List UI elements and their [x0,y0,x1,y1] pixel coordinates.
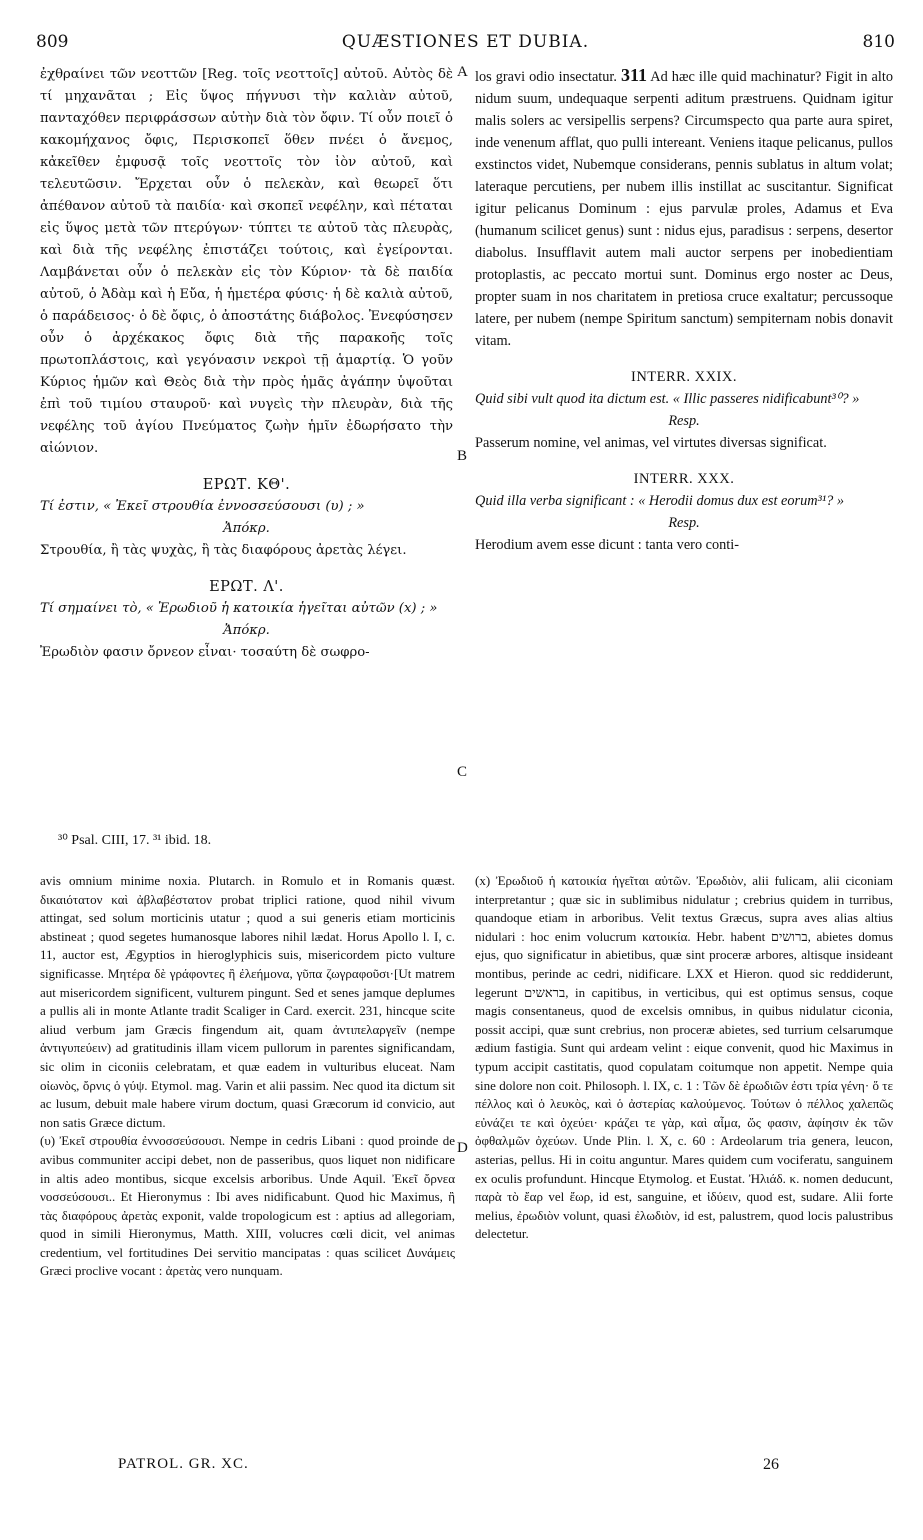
greek-question-heading-30: ΕΡΩΤ. Λ'. [209,579,284,595]
greek-answer-label-30: Ἀπόκρ. [223,623,270,638]
footer-series: PATROL. GR. XC. [118,1456,249,1472]
scripture-references: ³⁰ Psal. CIII, 17. ³¹ ibid. 18. [58,833,212,848]
running-title: QUÆSTIONES ET DUBIA. [341,32,590,52]
greek-question-heading-29: ΕΡΩΤ. ΚΘ'. [202,477,291,493]
greek-answer-30: Ἐρωδιὸν φασιν ὄρνεον εἶναι· τοσαύτη δὲ σωφρο- [40,645,370,660]
margin-marker-c: C [457,764,468,780]
greek-answer-29: Στρουθία, ἢ τὰς ψυχὰς, ἢ τὰς διαφόρους ἀρετὰς λέγει. [40,543,407,558]
latin-answer-30: Herodium avem esse dicunt : tanta vero conti- [475,537,740,553]
footer-signature: 26 [763,1456,779,1473]
greek-paragraph: ἐχθραίνει τῶν νεοττῶν [Reg. τοῖς νεοττοῖς] αὐτοῦ. Αὐτὸς δὲ τί μηχανᾶται ; Εἰς ὕψος πήγνυσι τὴν καλιὰν αὐτοῦ, πανταχόθεν περιφράσσων αὐτὴν διὰ τὸν ὄφιν. Τί οὖν ποιεῖ ὁ κακομήχανος ὄφις, Περισκοπεῖ ὅθεν πνέει ὁ ἄνεμος, κἀκεῖθεν ἐμφυσᾷ τοῖς νεοττοῖς τὸν ἰὸν αὐτοῦ, καὶ τελευτῶσιν. Ἔρχεται οὖν ὁ πελεκὰν, καὶ θεωρεῖ ὅτι ἀπέθανον αὐτοῦ τὰ παιδία· καὶ σκοπεῖ νεφέλην, καὶ πέταται εἰς ὕψος μετὰ τῶν πτερύγων· τύπτει τε αὐτοῦ τὰς πλευρὰς, καὶ διὰ τῆς νεφέλης ἐπιστάζει τούτοις, καὶ ἐγείρονται. Λαμβάνεται οὖν ὁ πελεκὰν εἰς τὸν Κύριον· τὰ δὲ παιδία αὐτοῦ, ὁ Ἀδὰμ καὶ ἡ Εὔα, ἡ ἡμετέρα φύσις· ἡ δὲ καλιὰ αὐτοῦ, ὁ παράδεισος· ὁ δὲ ὄφις, ὁ ἀποστάτης διάβολος. Ἐνεφύσησεν οὖν ὁ ἀρχέκακος ὄφις διὰ τῆς παρακοῆς τοῖς πρωτοπλάστοις, καὶ γεγόνασιν νεκροὶ τῇ ἁμαρτίᾳ. Ὁ γοῦν Κύριος ἡμῶν καὶ Θεὸς διὰ τὴν πρὸς ἡμᾶς ἀγάπην ὑψοῦται ἐπὶ τοῦ τιμίου σταυροῦ· καὶ νυγεὶς τὴν πλευρὰν, διὰ τῆς νεφέλης τοῦ ἁγίου Πνεύματος ζωὴν ἡμῖν ἐδωρήσατο τὴν αἰώνιον. [40,67,453,456]
note-paragraph-x: (x) Ἐρωδιοῦ ἡ κατοικία ἡγεῖται αὐτῶν. Ἐρωδιὸν, alii fulicam, alii ciconiam interpretantur ; quæ sic in sublimibus nidulatur ; crebrius quidem in turribus, quandoque etiam in arboribus. Velit textus Græcus, supra aves alias altius nidulari : hoc enim volucrum κατοικία. Hebr. habent ברושים, abietes domus ejus, quo significatur in abietibus, quæ sint proceræ arbores, altisque insideant montibus, perinde ac cedri, nidificare. LXX et Hieron. quod sic reddiderunt, legerunt בראשים, in capitibus, in verticibus, qui est optimus sensus, coque magis consentaneus, quod de excelsis omnibus, in quibus nidulatur ciconia, possit accipi, quæ sunt crebrius, non proceræ abietes, sed turrium celsarumque ædium fastigia. Sunt qui ardeam velint : eique convenit, quod hic Maximus in typum accipit castitatis, quod copulatam coitumque non appetit. Nempe quia sine dolore non coit. Philosoph. l. IX, c. 1 : Τῶν δὲ ἐρωδιῶν ἐστι τρία γένη· ὅ τε πέλλος καὶ ὁ λευκὸς, καὶ ὁ ἀστερίας καλούμενος. Τούτων ὁ πέλλος χαλεπῶς εὐνάζει τε καὶ ὀχεύει· κράζει τε γὰρ, καὶ αἷμα, ὥς φασιν, ἀφίησιν ἐκ τῶν ὀφθαλμῶν ὀχεύων. Unde Plin. l. X, c. 60 : Ardeolarum tria genera, leucon, asterias, pellus. Hi in coitu anguntur. Mares quidem cum vociferatu, sanguinem ex oculis profundunt. Hincque Etymolog. et Eustat. Ἠλιάδ. κ. nomen deducunt, παρὰ τὸ ἔαρ vel ἔωρ, id est, sanguine, et ἰδύειν, quod est, sudare. Alii forte melius, ἐρωδιὸν volunt, quasi ἐλωδιὸν, id est, palustrem, quod locis palustribus delectetur. [475,873,894,1242]
notes-right-column [475,872,893,1244]
page-number-left: 809 [36,32,69,52]
greek-question-29: Τί ἐστιν, « Ἐκεῖ στρουθία ἐννοσσεύσουσι (υ) ; » [40,499,365,514]
page-number-right: 810 [862,32,895,52]
section-number: 311 [621,65,648,85]
latin-answer-label-30: Resp. [668,515,700,531]
latin-question-heading-30: INTERR. XXX. [633,471,735,487]
note-paragraph: avis omnium minime noxia. Plutarch. in Romulo et in Romanis quæst. δικαιότατον καὶ ἀβλαβέστατον probat triplici ratione, quod nihil vivum attingat, sed solum morticinis utatur ; quod a sui generis etiam morticinis abstineat ; quod segetes humanosque labores nihil lædat. Horus Apollo l. I, c. 11, auctor est, Ægyptios in hieroglyphicis suis, misericordem picto vulture significasse. Μητέρα δὲ γράφοντες ἢ ἐλεήμονα, γῦπα ζωγραφοῦσι·[Ut matrem aut misericordem significent, vulturem pingunt. Sed et senes jamque deplumes a pullis ali in monte Atlante tradit Scaliger in Card. exercit. 231, hincque scite aliud verbum jam Græcis fingendum ait, quam ἀντιπελαργεῖν (nempe ἀντιγυπεύειν) ad gratitudinis illam vicem pullorum in parentes significandam, sic olim in ciconiis celebratam, et quæ eadem in vulturibus eluceat. Nam οἰωνὸς, ὄρνις ὁ γύψ. Etymol. mag. Varin et alii passim. Nec quod ita dictum sit ac lusum, debuit male habere virum doctum, quasi Græcorum id convicio, aut non satis Græce dictum. [40,873,455,1130]
latin-column [475,64,893,556]
greek-answer-label-29: Ἀπόκρ. [223,521,270,536]
notes-left-column [40,872,455,1281]
latin-question-30: Quid illa verba significant : « Herodii domus dux est eorum³¹? » [475,493,845,509]
margin-marker-a: A [457,64,468,80]
greek-column [40,64,453,664]
margin-marker-b: B [457,448,468,464]
latin-paragraph-lead: los gravi odio insectatur. [475,69,617,85]
latin-answer-label-29: Resp. [668,413,700,429]
latin-answer-29: Passerum nomine, vel animas, vel virtutes diversas significat. [475,435,827,451]
page-header [36,32,895,56]
latin-question-29: Quid sibi vult quod ita dictum est. « Illic passeres nidificabunt³⁰? » [475,391,860,407]
greek-question-30: Τί σημαίνει τὸ, « Ἐρωδιοῦ ἡ κατοικία ἡγεῖται αὐτῶν (x) ; » [40,601,438,616]
latin-question-heading-29: INTERR. XXIX. [631,369,737,385]
latin-paragraph-body: Ad hæc ille quid machinatur? Figit in alto nidum suum, undequaque serpenti aditum præstruens. Quidnam igitur malis solers ac versipellis serpens? Circumspecto qua parte aura spiret, inde venenum afflat, quo pulli intereant. Veniens itaque pelicanus, pullos exstinctos videt, Nubemque considerans, pennis sublatus in altum volat; lateraque percutiens, per nubem illis instillat ac suscitantur. Significat igitur pelicanus Dominum : ejus parvulæ proles, Adamus et Eva (humanum scilicet genus) sunt : nidus ejus, paradisus : serpens, desertor diabolus. Insufflavit autem mali auctor serpens per inobedientiam protoplastis, ac peccato mortui sunt. Dominus ergo noster ac Deus, propter suam in nos charitatem in pretiosa cruce exaltatur; percussoque latere, per nubem (nempe Spiritum sanctum) sempiternam nobis donavit vitam. [475,69,893,349]
margin-marker-d: D [457,1140,468,1156]
latin-paragraph [475,64,893,352]
note-paragraph-u: (υ) Ἐκεῖ στρουθία ἐννοσσεύσουσι. Nempe in cedris Libani : quod proinde de avibus communiter accipi debet, non de passeribus, quos liquet non nidificare in altis adeo montibus, sicque excelsis arboribus. Unde Aquil. Ἐκεῖ ὄρνεα νοσσεύσουσι.. Et Hieronymus : Ibi aves nidificabunt. Quod hic Maximus, ἢ τὰς διαφόρους ἀρετὰς exponit, valde tropologicum est : aptius ad allegoriam, quod in simili Hieronymus, Matth. XIII, volucres cœli dicit, vel animas credentium, vel fortitudines Dei servitio mancipatas : quas scilicet Δυνάμεις Græci proclive vocant : ἀρετὰς vero nunquam. [40,1133,455,1279]
